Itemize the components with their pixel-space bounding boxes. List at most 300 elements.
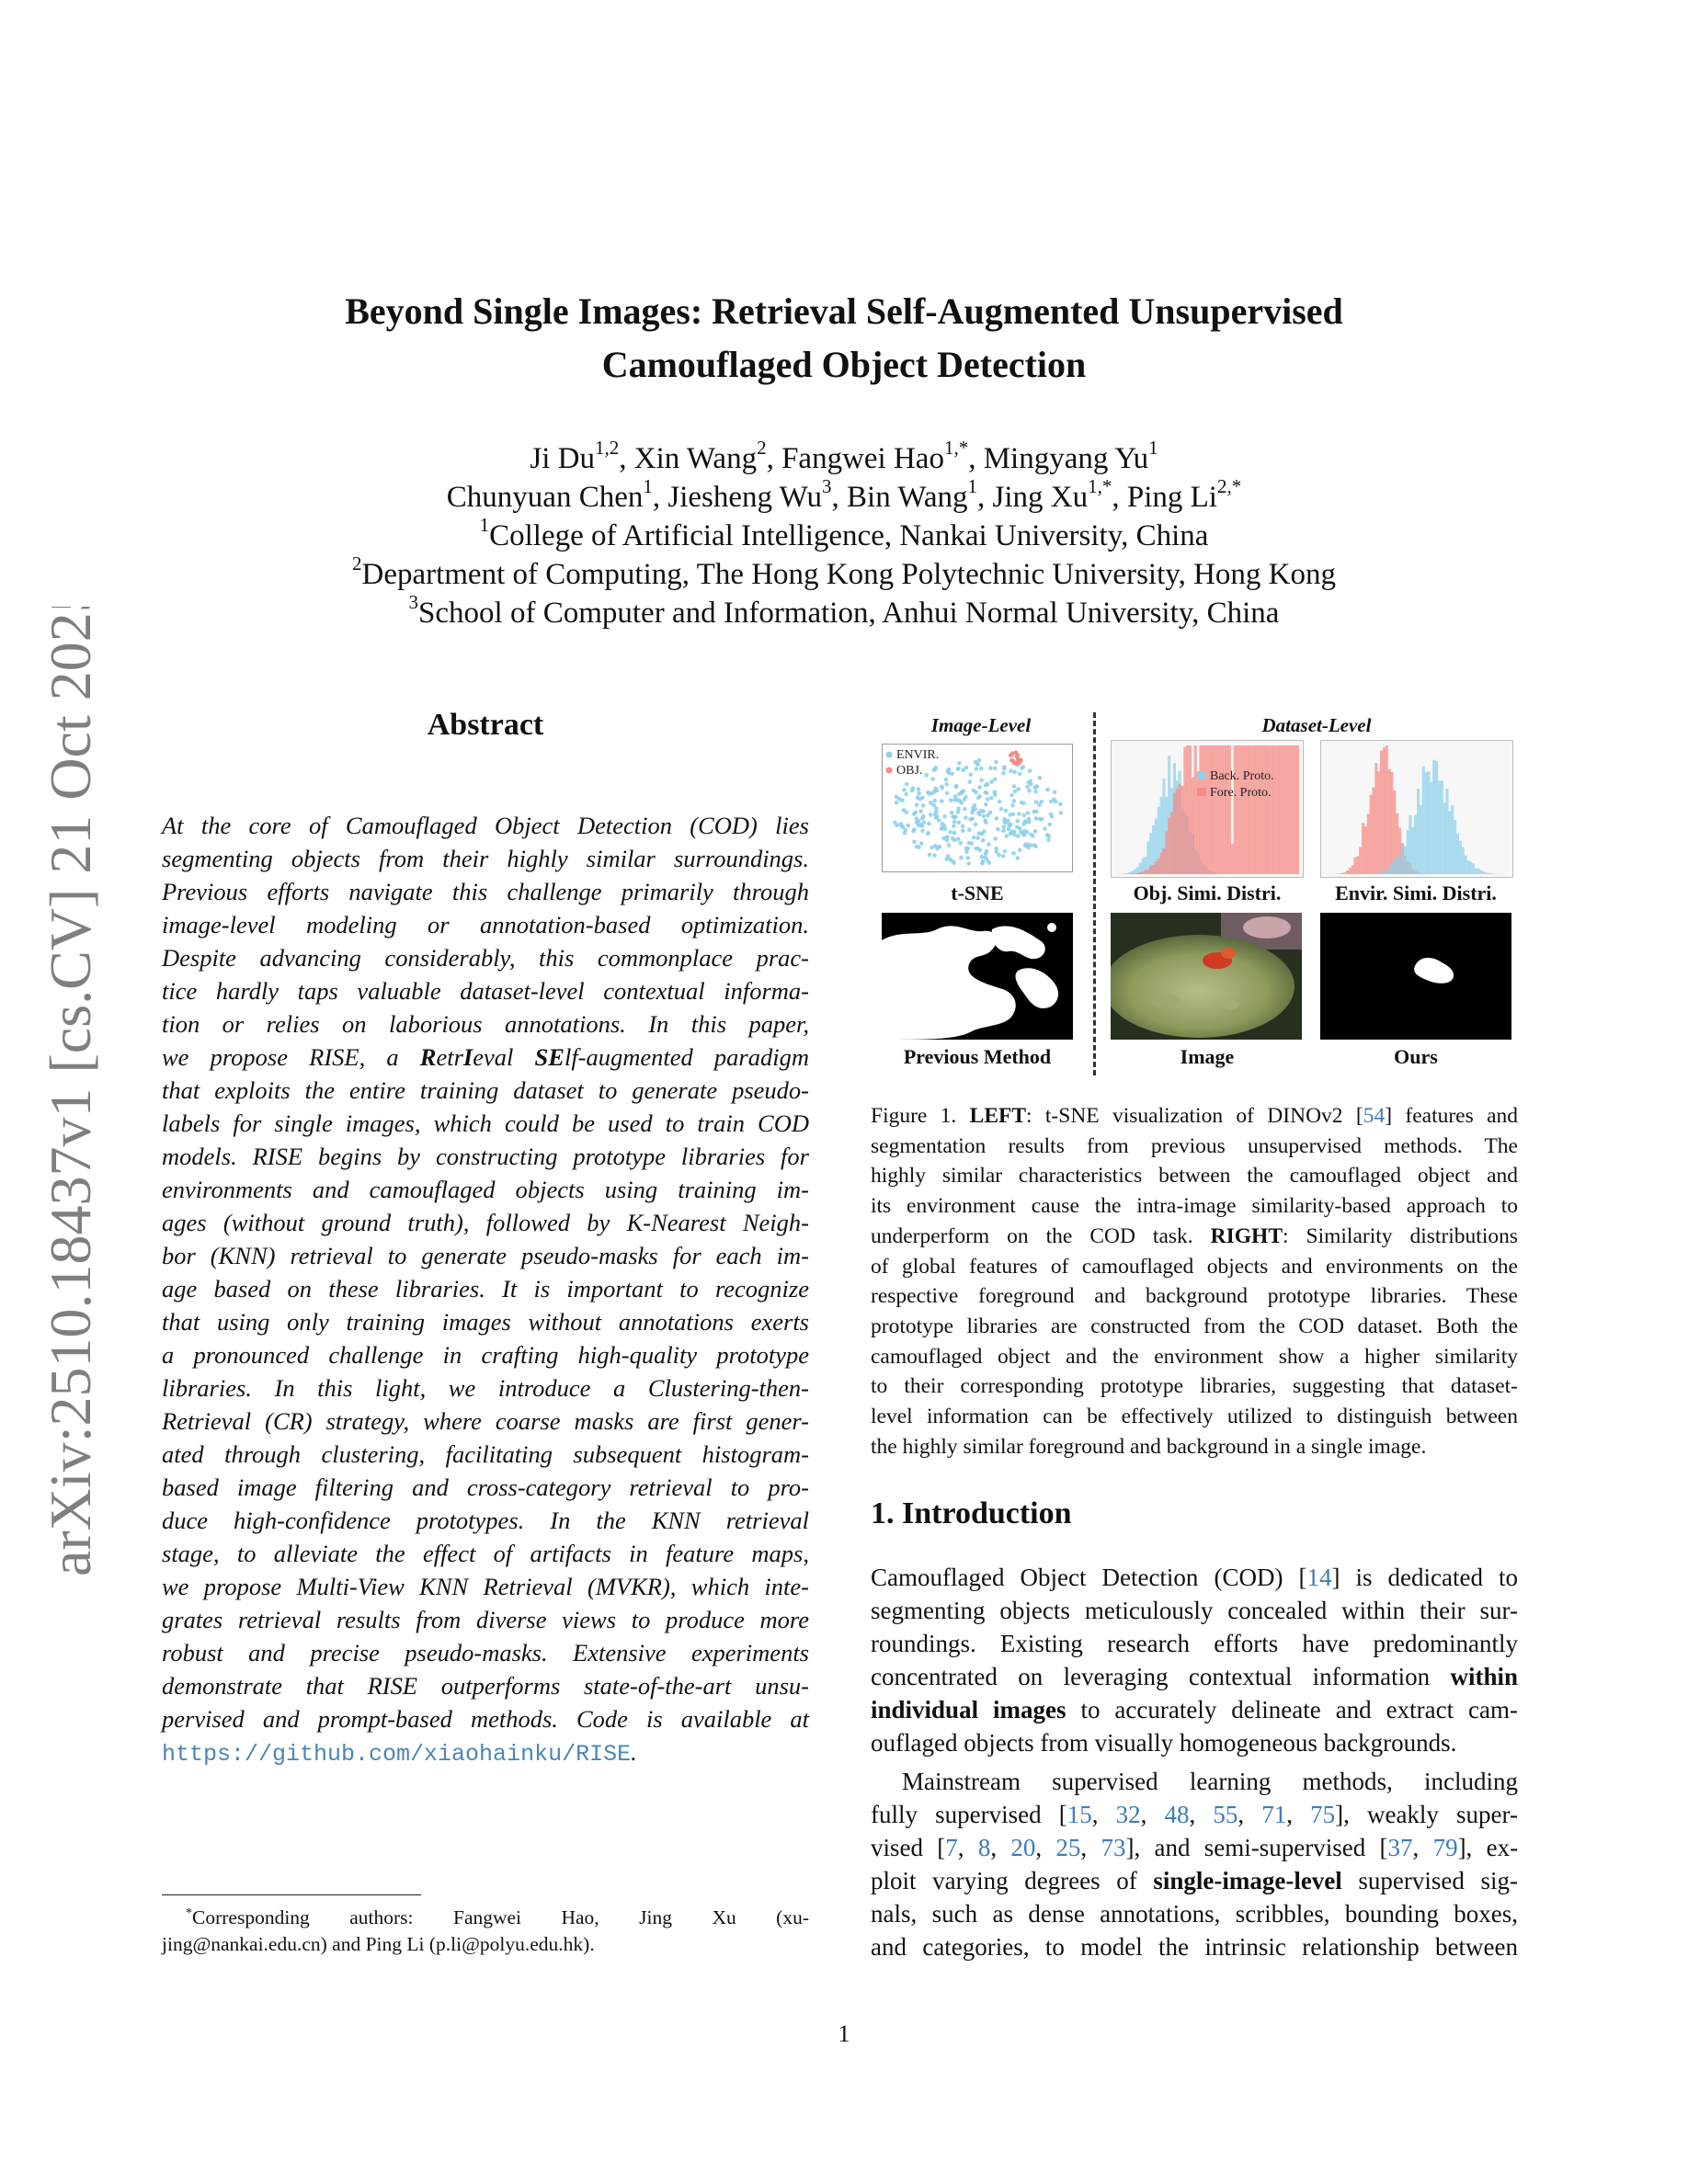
tsne-point <box>1035 784 1040 789</box>
hist-bar <box>1207 745 1210 874</box>
tsne-point <box>1054 800 1058 804</box>
tsne-point <box>1032 843 1037 847</box>
hist-bar <box>1464 856 1466 874</box>
hist-bar <box>1398 858 1401 875</box>
tsne-point <box>948 830 952 835</box>
hist-bar <box>1179 784 1181 874</box>
tsne-point <box>980 861 985 866</box>
arxiv-stamp-text: arXiv:2510.18437v1 [cs.CV] 21 Oct 2025 <box>38 607 103 1576</box>
tsne-point <box>972 789 976 793</box>
tsne-point <box>985 849 989 854</box>
hist-bar <box>1262 745 1265 874</box>
cite-73[interactable]: 73 <box>1101 1834 1126 1861</box>
hist-bar <box>1146 870 1149 874</box>
tsne-point <box>977 831 982 836</box>
tsne-point <box>928 853 932 858</box>
hist-bar <box>1226 745 1228 874</box>
hist-bar <box>1380 872 1383 874</box>
tsne-point <box>941 836 946 841</box>
tsne-point <box>1005 834 1009 838</box>
cite-79[interactable]: 79 <box>1432 1834 1458 1861</box>
hist-bar <box>1168 818 1170 874</box>
hist-bar <box>1123 873 1126 874</box>
tsne-point <box>1053 790 1057 794</box>
tsne-point <box>1023 820 1028 825</box>
section-heading-introduction: 1. Introduction <box>871 1496 1072 1530</box>
tsne-point <box>979 779 984 783</box>
tsne-point <box>1012 799 1017 803</box>
hist-bar <box>1404 847 1407 874</box>
cite-48[interactable]: 48 <box>1164 1801 1190 1828</box>
tsne-point <box>957 761 962 766</box>
hist-bar <box>1362 823 1364 874</box>
obj-similarity-histogram <box>1111 740 1304 878</box>
hist-bar <box>1390 772 1393 874</box>
tsne-point <box>921 803 926 808</box>
hist-bar <box>1296 745 1299 874</box>
legend-envir-dot <box>886 752 893 758</box>
tsne-point <box>952 815 957 820</box>
hist-bar <box>1352 866 1354 875</box>
hist-bar <box>1158 859 1160 874</box>
tsne-point <box>1026 780 1031 785</box>
hist-bar <box>1183 747 1186 874</box>
tsne-point <box>964 795 968 800</box>
hist-bar <box>1278 745 1281 874</box>
tsne-point <box>1018 826 1022 831</box>
tsne-point <box>989 796 994 801</box>
hist-bar <box>1291 745 1294 874</box>
tsne-point <box>999 807 1004 812</box>
tsne-point <box>952 824 956 828</box>
tsne-point <box>934 806 939 811</box>
hist-bar <box>1340 873 1343 874</box>
hist-bar <box>1234 745 1237 874</box>
introduction-body: Camouflaged Object Detection (COD) [14] is dedicated to segmenting objects meticulously concealed within their sur- roundings. Existing research efforts have predominantly concentrated on leveraging contextual information within individual images to accurately delineate and extract cam- ouflaged objects from visually homogeneous backgrounds. Mainstream supervised learning methods, including fully supervised [15, 32, 48, 55, 71, 75], weakly super- vised [7, 8, 20, 25, 73], and semi-supervised [37, 79], ex- ploit varying degrees of single-image-level supervised sig- nals, such as dense annotations, scribbles, bounding boxes, and categories, to model the intrinsic relationship between <box>871 1564 1519 1961</box>
tsne-point <box>1031 834 1035 838</box>
tsne-point <box>902 788 907 792</box>
title-line-2: Camouflaged Object Detection <box>601 344 1087 385</box>
hist-bar <box>1162 848 1165 874</box>
hist-bar <box>1438 780 1441 874</box>
tsne-point <box>895 801 899 805</box>
hist-bar <box>1386 745 1388 874</box>
figure-1 <box>875 712 1528 1080</box>
abstract-body: At the core of Camouflaged Object Detection (COD) lies segmenting objects from their highly similar surroundings. Previous efforts navigate this challenge primarily through image-level modeling or annotation-based optimization. Despite advancing considerably, this commonplace prac- tice hardly taps valuable dataset-level contextual informa- tion or relies on laborious annotations. In this paper, we propose RISE, a RetrIeval SElf-augmented paradigm that exploits the entire training dataset to generate pseudo- labels for single images, which could be used to train COD models. RISE begins by constructing prototype libraries for environments and camouflaged objects using training im- ages (without ground truth), followed by K-Nearest Neigh- bor (KNN) retrieval to generate pseudo-masks for each im- age based on these libraries. It is important to recognize that using only training images without annotations exerts a pronounced challenge in crafting high-quality prototype libraries. In this light, we introduce a Clustering-then- Retrieval (CR) strategy, where coarse masks are first gener- ated through clustering, facilitating subsequent histogram- based image filtering and cross-category retrieval to pro- duce high-confidence prototypes. In the KNN retrieval stage, to alleviate the effect of artifacts in feature maps, we propose Multi-View KNN Retrieval (MVKR), which inte- grates retrieval results from diverse views to produce more robust and precise pseudo-masks. Extensive experiments demonstrate that RISE outperforms state-of-the-art unsu- pervised and prompt-based methods. Code is available at https://github.com/xiaohainku/RISE. <box>162 812 809 1768</box>
hist-bar <box>1480 870 1483 874</box>
tsne-point <box>911 829 916 834</box>
tsne-point <box>1002 817 1007 822</box>
cite-55[interactable]: 55 <box>1213 1801 1238 1828</box>
hist-bar <box>1283 745 1286 874</box>
hist-bar <box>1286 745 1289 874</box>
cite-15[interactable]: 15 <box>1066 1801 1092 1828</box>
tsne-point <box>1011 851 1016 856</box>
tsne-point <box>1001 828 1006 833</box>
tsne-point <box>1013 790 1018 794</box>
tsne-point <box>940 799 944 803</box>
tsne-point <box>995 816 999 821</box>
tsne-point <box>1022 813 1027 818</box>
tsne-point <box>983 819 987 824</box>
tsne-point <box>1001 771 1006 776</box>
hist-bar <box>1477 869 1480 874</box>
label-envir-simi: Envir. Simi. Distri. <box>1335 882 1497 904</box>
tsne-point-obj <box>1017 761 1021 766</box>
tsne-point <box>1045 833 1050 837</box>
hist-bar <box>1223 745 1226 874</box>
tsne-point <box>945 791 950 796</box>
hist-bar <box>1268 745 1271 874</box>
tsne-point <box>967 841 972 846</box>
tsne-point <box>903 831 907 836</box>
tsne-point <box>993 778 998 782</box>
tsne-point <box>1047 823 1052 827</box>
tsne-point <box>977 785 982 790</box>
hist-bar <box>1445 789 1448 874</box>
tsne-point <box>974 760 978 765</box>
tsne-point <box>968 779 973 784</box>
hist-bar <box>1353 858 1356 874</box>
legend-back: Back. Proto. <box>1210 769 1274 783</box>
tsne-point <box>941 822 945 826</box>
tsne-point <box>957 821 962 825</box>
legend-back-swatch <box>1197 771 1206 779</box>
hist-bar <box>1289 745 1292 874</box>
tsne-point <box>926 831 930 836</box>
hist-bar <box>1204 745 1207 874</box>
tsne-point <box>1034 800 1039 804</box>
tsne-point <box>1032 810 1037 814</box>
hist-bar <box>1401 844 1404 874</box>
tsne-point <box>975 836 980 840</box>
tsne-point <box>902 808 907 813</box>
label-image: Image <box>1180 1045 1235 1068</box>
hist-bar <box>1396 856 1398 874</box>
hist-bar <box>1386 870 1388 874</box>
tsne-point <box>964 766 969 770</box>
legend-envir: ENVIR. <box>896 748 940 762</box>
tsne-point <box>982 829 987 834</box>
tsne-point <box>915 816 919 821</box>
tsne-point <box>964 815 968 820</box>
photo-lily-pad <box>1111 935 1295 1038</box>
affiliation-2: $^2$Department of Computing, The Hong Kong Polytechnic University, Hong Kong <box>351 552 1337 591</box>
tsne-point <box>910 789 915 793</box>
tsne-point <box>952 860 956 865</box>
hist-bar <box>1451 805 1454 874</box>
photo-pad-spot-1 <box>1151 995 1180 1007</box>
tsne-point <box>1049 800 1054 804</box>
tsne-point <box>918 797 922 802</box>
tsne-point <box>940 785 944 790</box>
hist-bar <box>1275 745 1278 874</box>
tsne-point <box>1015 819 1020 824</box>
tsne-point <box>987 861 991 866</box>
tsne-point <box>1026 811 1031 815</box>
hist-bar <box>1372 873 1374 874</box>
tsne-point <box>974 823 978 827</box>
hist-bar <box>1422 767 1425 874</box>
tsne-point <box>1046 838 1051 843</box>
hist-bar <box>1139 872 1142 874</box>
tsne-point <box>971 808 975 813</box>
tsne-point <box>944 778 949 782</box>
abstract-heading: Abstract <box>427 708 544 742</box>
hist-bar <box>1356 857 1359 874</box>
hist-bar <box>1217 745 1220 874</box>
tsne-point <box>996 827 1000 832</box>
tsne-point <box>1002 825 1007 829</box>
cite-20[interactable]: 20 <box>1010 1834 1036 1861</box>
tsne-point <box>1012 784 1017 789</box>
hist-bar <box>1238 745 1241 874</box>
cite-8[interactable]: 8 <box>977 1834 991 1861</box>
hist-bar <box>1370 795 1373 874</box>
tsne-point <box>932 853 937 858</box>
tsne-point <box>1045 788 1050 792</box>
hist-bar <box>1346 870 1349 874</box>
hist-bar <box>1409 815 1411 874</box>
cite-7[interactable]: 7 <box>945 1834 958 1861</box>
cite-37[interactable]: 37 <box>1387 1834 1413 1861</box>
prev-mask-hole <box>979 964 990 975</box>
figure-divider <box>1093 712 1096 1075</box>
author-line-2: Chunyuan Chen$^1$, Jiesheng Wu$^3$, Bin Wang$^1$, Jing $Xu^{1,*}$, Ping $Li^{2,*}$ <box>446 475 1242 514</box>
hist-bar <box>1359 847 1362 874</box>
tsne-point <box>1039 800 1044 804</box>
tsne-point <box>1001 854 1006 859</box>
previous-method-mask <box>882 913 1073 1040</box>
tsne-point <box>982 814 987 819</box>
tsne-point <box>917 845 921 849</box>
tsne-point <box>988 811 993 815</box>
affiliation-3: $^3$School of Computer and Information, Anhui Normal University, China <box>408 591 1280 630</box>
hist-bar <box>1472 863 1475 874</box>
hist-bar <box>1485 872 1488 874</box>
cite-75[interactable]: 75 <box>1310 1801 1336 1828</box>
tsne-point <box>984 802 988 807</box>
code-link[interactable]: https://github.com/xiaohainku/RISE <box>162 1741 632 1768</box>
tsne-point <box>1009 793 1014 798</box>
tsne-point <box>1003 849 1008 854</box>
hist-bar <box>1482 871 1485 874</box>
tsne-point <box>994 760 998 765</box>
hist-bar <box>1390 864 1393 874</box>
hist-bar <box>1374 873 1377 874</box>
cite-32[interactable]: 32 <box>1115 1801 1141 1828</box>
tsne-point <box>959 841 964 846</box>
tsne-point <box>912 840 917 845</box>
tsne-point <box>940 826 944 831</box>
tsne-point <box>1010 803 1015 808</box>
tsne-point <box>1050 814 1055 819</box>
hist-bar <box>1343 872 1346 874</box>
tsne-point <box>987 842 991 847</box>
tsne-point <box>962 789 966 793</box>
tsne-point <box>933 844 938 848</box>
tsne-point <box>932 799 937 803</box>
hist-bar <box>1454 820 1456 874</box>
hist-bar <box>1388 869 1391 874</box>
tsne-point <box>917 787 921 791</box>
cite-71[interactable]: 71 <box>1261 1801 1287 1828</box>
envir-similarity-histogram <box>1320 740 1513 878</box>
tsne-point <box>961 825 965 829</box>
tsne-point <box>899 822 904 826</box>
tsne-point <box>976 847 981 851</box>
hist-bar <box>1244 745 1247 874</box>
tsne-point <box>1038 817 1043 822</box>
hist-bar <box>1272 745 1275 874</box>
tsne-point <box>998 800 1002 804</box>
hist-bar <box>1257 745 1260 874</box>
tsne-point <box>959 856 964 860</box>
tsne-point <box>1025 830 1030 835</box>
tsne-point <box>965 847 970 851</box>
tsne-point <box>967 827 972 832</box>
tsne-point <box>933 787 938 791</box>
tsne-point <box>1059 811 1064 815</box>
hist-bar <box>1152 865 1155 874</box>
hist-bar <box>1186 745 1189 874</box>
hist-bar <box>1155 861 1158 874</box>
legend-obj: OBJ. <box>896 764 923 778</box>
tsne-point <box>953 794 958 799</box>
ours-mask-bg <box>1320 913 1511 1040</box>
tsne-point <box>966 861 971 866</box>
tsne-point <box>952 820 957 825</box>
hist-bar <box>1490 873 1493 874</box>
tsne-point-obj <box>1016 754 1021 758</box>
hist-bar <box>1456 834 1459 874</box>
cite-54[interactable]: 54 <box>1363 1104 1386 1128</box>
tsne-point <box>956 837 961 842</box>
footnote: *Corresponding authors: Fangwei Hao, Jing Xu (xu- jing@nankai.edu.cn) and Ping Li (p.li@polyu.edu.hk). <box>162 1905 809 1955</box>
hist-bar <box>1443 802 1446 874</box>
tsne-point <box>952 831 957 836</box>
author-block <box>184 439 1504 632</box>
tsne-point <box>914 811 918 815</box>
tsne-point <box>951 836 955 841</box>
tsne-point <box>979 767 984 771</box>
hist-bar <box>1254 745 1257 874</box>
hist-bar <box>1488 873 1490 874</box>
tsne-point <box>989 779 994 784</box>
tsne-point <box>1020 801 1024 805</box>
hist-bar <box>1432 760 1435 874</box>
tsne-point <box>969 772 974 777</box>
tsne-point <box>986 797 990 802</box>
cite-25[interactable]: 25 <box>1055 1834 1081 1861</box>
hist-bar <box>1176 789 1179 874</box>
hist-bar <box>1170 813 1173 875</box>
tsne-point <box>919 841 924 846</box>
hist-bar <box>1231 844 1234 874</box>
hist-bar <box>1420 805 1422 874</box>
hist-bar <box>1372 788 1374 874</box>
tsne-point <box>959 801 964 805</box>
hist-bar <box>1271 745 1273 874</box>
tsne-point <box>895 795 899 800</box>
tsne-point <box>1009 830 1014 835</box>
hist-bar <box>1199 745 1202 874</box>
hist-bar <box>1160 853 1163 874</box>
tsne-point <box>917 824 921 828</box>
tsne-point <box>972 836 976 840</box>
camouflage-photo <box>1111 913 1302 1040</box>
tsne-point <box>988 766 993 770</box>
tsne-point <box>977 758 982 763</box>
tsne-point <box>926 791 930 795</box>
tsne-point <box>1009 768 1013 773</box>
tsne-point <box>930 777 935 781</box>
tsne-plot <box>882 744 1073 872</box>
tsne-point <box>915 803 919 808</box>
hist-bar <box>1180 786 1183 874</box>
label-obj-simi: Obj. Simi. Distri. <box>1133 882 1282 904</box>
tsne-point <box>920 829 925 834</box>
hist-bar <box>1142 871 1145 874</box>
hist-bar <box>1241 745 1244 874</box>
tsne-point <box>929 813 933 817</box>
tsne-point <box>993 767 998 771</box>
tsne-point <box>956 767 961 771</box>
tsne-point <box>904 792 908 797</box>
hist-bar <box>1466 860 1469 874</box>
hist-bar <box>1417 789 1420 874</box>
legend-obj-dot <box>886 768 893 774</box>
tsne-point <box>947 843 952 847</box>
hist-bar <box>1281 745 1283 874</box>
hist-bar <box>1165 832 1168 875</box>
hist-bar <box>1374 763 1377 874</box>
hist-bar <box>1448 812 1451 875</box>
hist-bar <box>1469 862 1472 875</box>
ours-mask <box>1320 913 1511 1040</box>
tsne-point <box>973 803 977 808</box>
tsne-point <box>1028 768 1032 773</box>
hist-bar <box>1149 866 1152 874</box>
hist-bar <box>1210 745 1213 874</box>
tsne-point <box>1033 790 1038 794</box>
hist-bar <box>1475 869 1477 874</box>
arxiv-side-stamp <box>26 607 108 1581</box>
page-number: 1 <box>838 2020 850 2047</box>
tsne-point <box>944 857 949 861</box>
tsne-point <box>1017 812 1021 816</box>
tsne-point <box>927 822 931 826</box>
label-tsne: t-SNE <box>951 882 1004 904</box>
tsne-point <box>934 815 939 820</box>
tsne-point <box>924 773 929 778</box>
photo-red-object-top <box>1221 948 1236 959</box>
tsne-point <box>893 821 897 825</box>
hist-bar <box>1294 745 1296 874</box>
tsne-point <box>993 790 998 794</box>
hist-bar <box>1131 873 1134 874</box>
tsne-point <box>977 794 982 799</box>
hist-bar <box>1136 873 1139 874</box>
figure-header-image-level: Image-Level <box>930 714 1032 736</box>
tsne-point <box>1033 829 1038 834</box>
cite-14[interactable]: 14 <box>1306 1564 1332 1591</box>
tsne-point-obj <box>1009 754 1013 758</box>
legend-fore: Fore. Proto. <box>1210 786 1272 800</box>
hist-bar <box>1427 771 1430 874</box>
photo-petal <box>1243 916 1291 938</box>
hist-bar <box>1236 745 1238 874</box>
